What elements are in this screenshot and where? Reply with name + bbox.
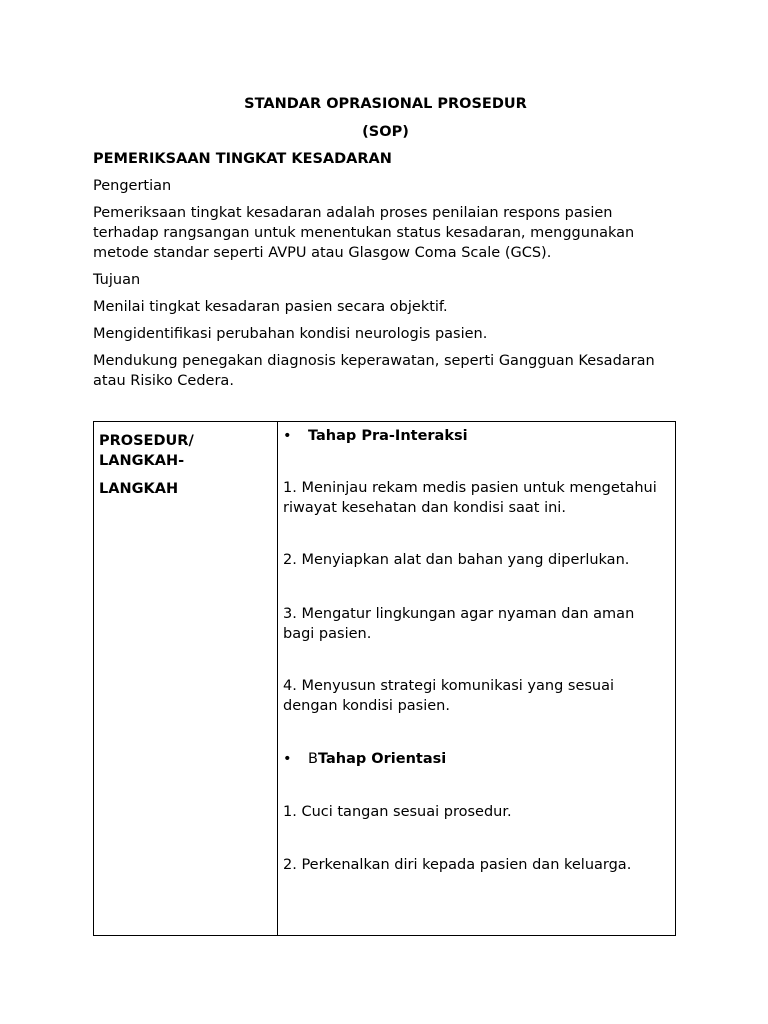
step-item: 4. Menyusun strategi komunikasi yang sesuai dengan kondisi pasien. — [283, 678, 615, 714]
section-heading: PEMERIKSAAN TINGKAT KESADARAN — [93, 151, 392, 167]
procedure-table — [93, 421, 676, 936]
stage-prefix: B — [308, 751, 318, 767]
document-title: STANDAR OPRASIONAL PROSEDUR — [244, 96, 527, 112]
step-item: 1. Meninjau rekam medis pasien untuk mengetahui riwayat kesehatan dan kondisi saat ini. — [283, 480, 657, 516]
document-subtitle: (SOP) — [362, 124, 409, 140]
procedure-label-cell — [94, 422, 278, 935]
pengertian-text: Pemeriksaan tingkat kesadaran adalah proses penilaian respons pasien terhadap rangsangan untuk menentukan status kesadaran, menggunakan metode standar seperti AVPU atau Glasgow Coma Scale (GCS). — [93, 205, 635, 261]
bullet-icon: • — [283, 751, 292, 767]
pengertian-label: Pengertian — [93, 178, 172, 194]
procedure-label-line-1: PROSEDUR/ LANGKAH- — [99, 433, 194, 469]
tujuan-item: Mengidentifikasi perubahan kondisi neurologis pasien. — [93, 326, 488, 342]
step-item: 2. Menyiapkan alat dan bahan yang diperlukan. — [283, 552, 630, 568]
stage-heading-orientasi — [283, 749, 669, 769]
tujuan-item: Mendukung penegakan diagnosis keperawatan, seperti Gangguan Kesadaran atau Risiko Cedera. — [93, 353, 655, 389]
bullet-icon: • — [283, 428, 292, 444]
step-item: 2. Perkenalkan diri kepada pasien dan keluarga. — [283, 857, 632, 873]
tujuan-label: Tujuan — [93, 272, 141, 288]
procedure-steps-cell — [278, 422, 675, 935]
procedure-label-line-2: LANGKAH — [99, 481, 179, 497]
document-body — [93, 90, 678, 391]
stage-title: Tahap Orientasi — [317, 751, 447, 767]
step-item: 3. Mengatur lingkungan agar nyaman dan aman bagi pasien. — [283, 606, 635, 642]
stage-title: Tahap Pra-Interaksi — [308, 428, 468, 444]
tujuan-item: Menilai tingkat kesadaran pasien secara objektif. — [93, 299, 448, 315]
stage-heading-pra-interaksi — [283, 426, 669, 446]
step-item: 1. Cuci tangan sesuai prosedur. — [283, 804, 512, 820]
